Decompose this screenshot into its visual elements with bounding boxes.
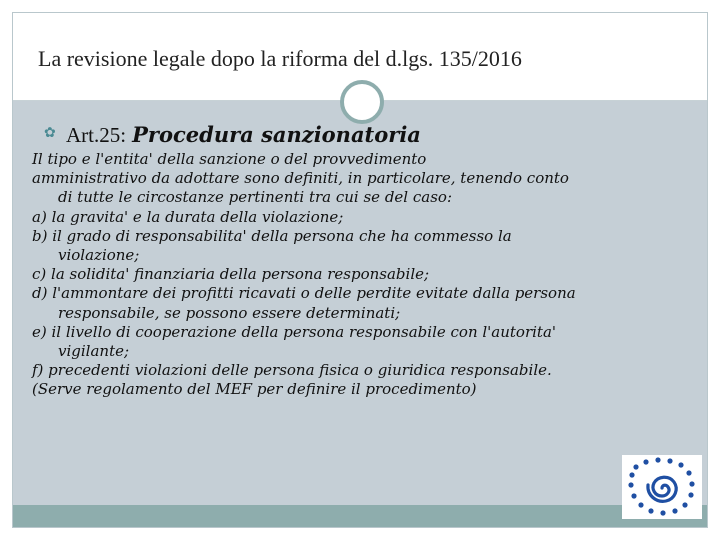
- list-item-b-cont: violazione;: [58, 246, 140, 265]
- list-item-d-cont: responsabile, se possono essere determinati;: [58, 303, 401, 322]
- decorative-circle-icon: [340, 80, 384, 124]
- body-line: amministrativo da adottare sono definiti, in particolare, tenendo conto: [32, 169, 569, 188]
- list-item-c: c) la solidita' finanziaria della persona responsabile;: [32, 265, 430, 284]
- section-heading: [44, 122, 421, 148]
- list-item-d: d) l'ammontare dei profitti ricavati o delle perdite evitate dalla persona: [32, 284, 576, 303]
- leaf-bullet-icon: ✿: [44, 125, 56, 141]
- body-line: Il tipo e l'entita' della sanzione o del provvedimento: [32, 150, 427, 168]
- list-item-f: f) precedenti violazioni delle persona fisica o giuridica responsabile.: [32, 361, 552, 380]
- body-text: [32, 150, 692, 400]
- heading-article: Art.25:: [66, 123, 127, 147]
- list-item-a: a) la gravita' e la durata della violazione;: [32, 207, 344, 226]
- body-line: di tutte le circostanze pertinenti tra cui se del caso:: [58, 188, 452, 207]
- list-item-e-cont: vigilante;: [58, 342, 130, 361]
- list-item-b: b) il grado di responsabilita' della persona che ha commesso la: [32, 226, 512, 245]
- spiral-logo-icon: [622, 455, 702, 519]
- list-item-e: e) il livello di cooperazione della persona responsabile con l'autorita': [32, 322, 557, 341]
- slide-title: La revisione legale dopo la riforma del d.lgs. 135/2016: [38, 46, 522, 71]
- note-line: (Serve regolamento del MEF per definire il procedimento): [32, 380, 477, 399]
- heading-title: Procedura sanzionatoria: [132, 122, 421, 147]
- bottom-bar: [13, 505, 707, 527]
